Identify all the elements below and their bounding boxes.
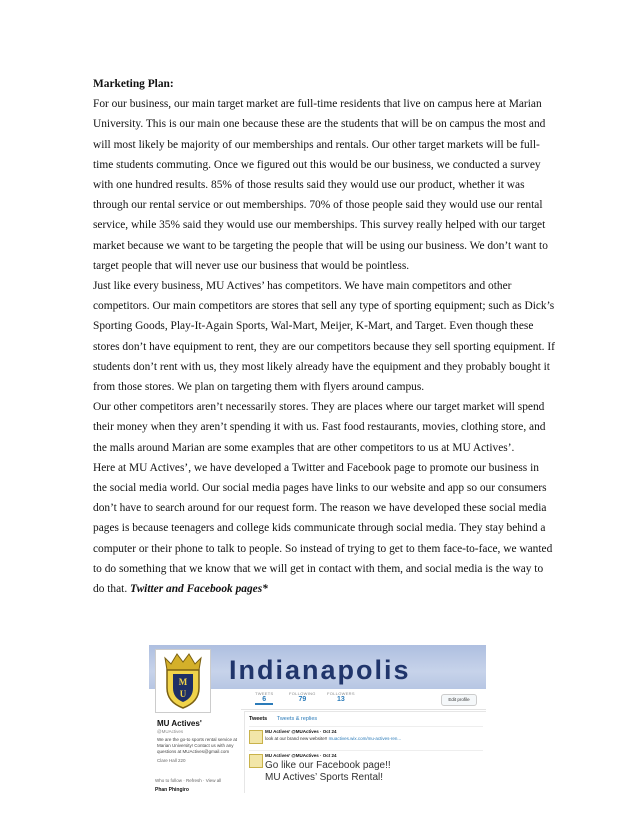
paragraph-competitors: Just like every business, MU Actives’ has competitors. We have main competitors and other competitors. Our main competitors are stores that sell any type of sporting equipment; such as Dick’s Sporting Goods, Play-It-Again Sports, Wal-Mart, Meijer, K-Mart, and Target. Even though these stores don’t have equipment to rent, they are our competitors because they sell sporting equipment. If students don’t rent with us, they most likely already have the equipment and they probably bought it from those stores. We plan on targeting them with flyers around campus. — [93, 280, 555, 394]
paragraph-target-market: For our business, our main target market are full-time residents that live on campus here at Marian University. This is our main one because these are the students that will be on campus the most and will most likely be majority of our memberships and rentals. Our other target markets will be full-time students commuting. Once we figured out this would be our business, we conducted a survey with one hundred results. 85% of those results said they would use our product, whether it was through our rental service or out memberships. 70% of those people said they would use our rental service, while 35% said they would use our memberships. This survey really helped with our target market because we want to be targeting the people that will be using our business. We don’t want to target people that will never use our business that would be pointless. — [93, 98, 548, 272]
profile-stats-bar — [241, 689, 486, 710]
tweet-text — [265, 736, 401, 741]
stat-value: 6 — [262, 696, 267, 703]
tweet-author: MU Actives’ @MUActives · Oct 24 — [265, 753, 337, 758]
tweet-timeline — [244, 711, 486, 793]
profile-location: Clare Hall 220 — [157, 758, 186, 763]
tweet-item[interactable] — [249, 726, 483, 749]
profile-bio: We are the go-to sports rental service at Marian University! Contact us with any questions at MUActives@gmail.com — [157, 737, 237, 754]
who-to-follow-header: Who to follow · Refresh · View all — [155, 778, 222, 783]
paragraph-other-competitors: Our other competitors aren’t necessarily stores. They are places where our target market will spend their money when they aren’t spending it with us. Fast food restaurants, movies, clothing store, and the malls around Marian are some examples that are other competitors to us at MU Actives’. — [93, 401, 546, 454]
tweet-link[interactable]: muactives.wix.com/mu-actives-ren... — [328, 736, 402, 741]
suggested-user[interactable]: Phan Phingiro — [155, 787, 189, 793]
section-heading: Marketing Plan: — [93, 78, 174, 90]
tweet-text-body: Go like our Facebook page!! MU Actives’ Sports Rental! — [265, 760, 391, 783]
tweet-avatar-icon — [249, 730, 263, 744]
timeline-tabs — [249, 716, 317, 722]
paragraph-social-media-text: Here at MU Actives’, we have developed a Twitter and Facebook page to promote our business in the social media world. Our social media pages have links to our website and app so our consumers don’t have to search around for our request form. The reason we have developed these social media pages is because teenagers and college kids communicate through social media. They stay behind a computer or their phone to talk to people. So instead of trying to get to them face-to-face, we wanted to do something that we know that we will get in contact with them, and social media is the way to do that. — [93, 461, 553, 596]
tab-tweets[interactable]: Tweets — [249, 716, 268, 722]
profile-info — [157, 719, 237, 763]
tweet-item[interactable] — [249, 750, 483, 793]
stat-value: 13 — [337, 696, 345, 703]
profile-name[interactable]: MU Actives' — [157, 719, 202, 728]
tab-tweets-replies[interactable]: Tweets & replies — [276, 716, 318, 722]
banner-city-name: Indianapolis — [229, 655, 411, 685]
stat-tweets[interactable] — [255, 691, 273, 705]
svg-text:U: U — [179, 689, 187, 699]
twitter-profile-screenshot — [149, 645, 486, 793]
tweet-text-body: look at our brand new website!! — [265, 736, 328, 741]
figure-caption: Twitter and Facebook pages* — [130, 583, 268, 596]
mu-crest-icon — [159, 652, 207, 710]
stat-value: 79 — [298, 696, 307, 703]
svg-text:M: M — [178, 677, 188, 687]
paragraph-social-media — [93, 458, 555, 599]
tweet-text-large — [265, 760, 391, 784]
stat-label: TWEETS — [255, 691, 274, 696]
profile-avatar — [155, 649, 211, 713]
stat-followers[interactable] — [327, 691, 355, 703]
edit-profile-button[interactable]: Edit profile — [441, 694, 477, 706]
stat-label: FOLLOWING — [289, 691, 316, 696]
profile-handle[interactable]: @MUActives — [157, 729, 184, 734]
text-block — [93, 74, 555, 599]
tweet-author: MU Actives’ @MUActives · Oct 24 — [265, 729, 337, 734]
tweet-avatar-icon — [249, 754, 263, 768]
stat-label: FOLLOWERS — [327, 691, 355, 696]
stat-following[interactable] — [289, 691, 316, 703]
